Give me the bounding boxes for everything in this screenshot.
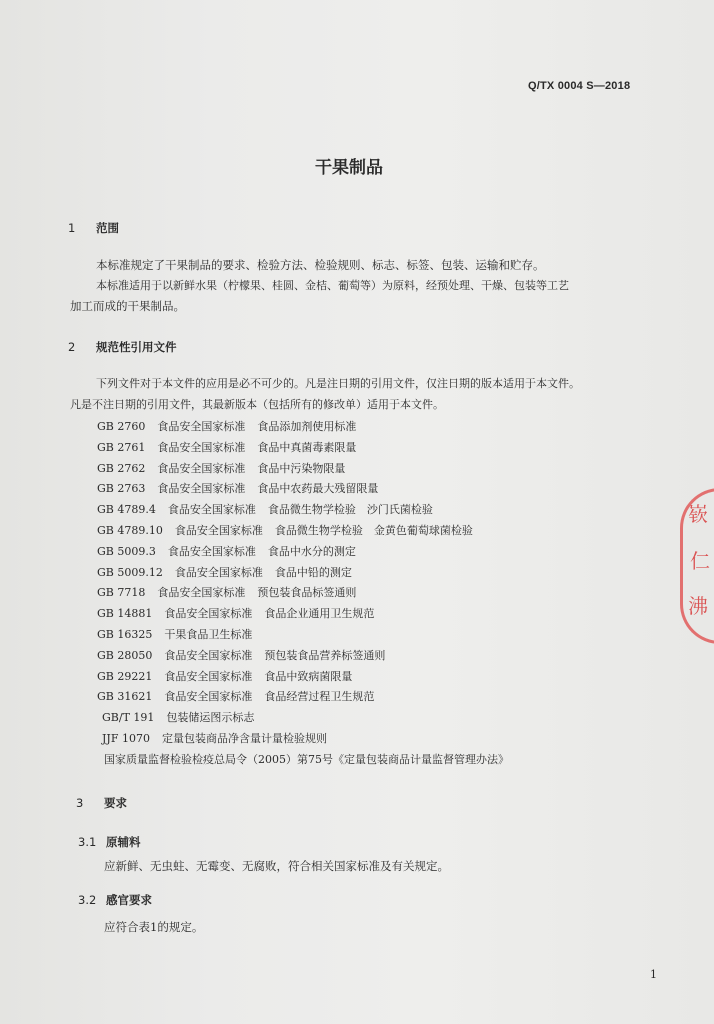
reference-title: 食品安全国家标准 — [157, 461, 246, 475]
reference-title: 食品安全国家标准 — [174, 565, 263, 579]
reference-subtitle: 食品中致病菌限量 — [264, 669, 353, 683]
section-number: 3 — [76, 796, 84, 810]
section-1-heading — [68, 220, 119, 236]
reference-subtitle: 食品中农药最大残留限量 — [257, 482, 379, 496]
reference-code: GB 2760 — [97, 420, 146, 433]
reference-title: 食品安全国家标准 — [157, 420, 246, 433]
standard-code: Q/TX 0004 S—2018 — [528, 80, 631, 92]
reference-code: GB 16325 — [97, 628, 153, 641]
reference-code: GB 2762 — [97, 461, 146, 475]
raw-materials-text: 应新鲜、无虫蛀、无霉变、无腐败，符合相关国家标准及有关规定。 — [104, 859, 449, 873]
refs-intro-line-1: 下列文件对于本文件的应用是必不可少的。凡是注日期的引用文件，仅注日期的版本适用于本文件。 — [96, 377, 580, 390]
reference-title: 食品安全国家标准 — [174, 524, 263, 537]
page-number: 1 — [650, 968, 657, 981]
reference-subtitle: 食品企业通用卫生规范 — [264, 607, 375, 621]
reference-code: GB 2763 — [97, 482, 146, 496]
reference-item — [97, 460, 345, 476]
reference-item — [97, 522, 473, 538]
reference-code: GB 2761 — [97, 440, 146, 454]
reference-subtitle: 预包装食品营养标签通则 — [264, 648, 386, 662]
section-title: 原辅料 — [106, 835, 141, 849]
reference-subtitle: 食品经营过程卫生规范 — [264, 690, 375, 704]
reference-subtitle: 食品中真菌毒素限量 — [257, 440, 357, 454]
reference-title: 食品安全国家标准 — [164, 607, 253, 621]
reference-code: JJF 1070 — [102, 732, 150, 745]
section-title: 感官要求 — [106, 893, 152, 907]
section-number: 2 — [68, 340, 76, 354]
refs-intro-line-2: 凡是不注日期的引用文件，其最新版本（包括所有的修改单）适用于本文件。 — [70, 398, 444, 411]
section-title: 要求 — [104, 796, 127, 810]
reference-item — [97, 564, 352, 580]
section-2-heading — [68, 339, 177, 355]
reference-item — [97, 647, 385, 663]
section-title: 范围 — [96, 221, 119, 235]
reference-code: GB 7718 — [97, 586, 146, 600]
reference-subtitle: 食品微生物学检验 沙门氏菌检验 — [267, 503, 433, 517]
reference-item — [97, 501, 433, 517]
reference-title: 食品安全国家标准 — [157, 482, 246, 496]
reference-title: 食品安全国家标准 — [167, 503, 256, 517]
stamp-char: 仁 — [690, 549, 710, 573]
reference-subtitle: 食品微生物学检验 金黄色葡萄球菌检验 — [274, 524, 473, 537]
reference-code: GB 14881 — [97, 607, 153, 621]
reference-code: GB 4789.10 — [97, 524, 163, 537]
reference-title: 食品安全国家标准 — [157, 586, 246, 600]
section-number: 3.2 — [78, 893, 97, 907]
reference-title: 食品安全国家标准 — [157, 440, 246, 454]
stamp-char: 嵚 — [688, 502, 708, 526]
reference-code: GB/T 191 — [102, 711, 155, 725]
decree-reference: 国家质量监督检验检疫总局令（2005）第75号《定量包装商品计量监督管理办法》 — [104, 753, 509, 766]
reference-item — [97, 626, 264, 642]
reference-title: 干果食品卫生标准 — [164, 628, 253, 641]
reference-subtitle: 食品中污染物限量 — [257, 461, 346, 475]
scope-paragraph-1: 本标准规定了干果制品的要求、检验方法、检验规则、标志、标签、包装、运输和贮存。 — [96, 258, 545, 272]
reference-subtitle: 食品添加剂使用标准 — [257, 420, 357, 433]
reference-item — [97, 418, 356, 434]
reference-code: GB 5009.12 — [97, 565, 163, 579]
reference-code: GB 31621 — [97, 690, 153, 704]
scope-paragraph-2-line-2: 加工而成的干果制品。 — [70, 299, 185, 313]
section-number: 1 — [68, 221, 76, 235]
reference-title: 包装储运图示标志 — [166, 711, 255, 725]
section-3-2-heading — [78, 892, 152, 908]
reference-item — [97, 543, 356, 559]
section-title: 规范性引用文件 — [96, 340, 177, 354]
section-3-heading — [76, 795, 127, 811]
reference-code: GB 29221 — [97, 669, 153, 683]
reference-title: 食品安全国家标准 — [164, 690, 253, 704]
reference-item — [97, 688, 374, 704]
reference-item — [97, 605, 374, 621]
section-number: 3.1 — [78, 835, 97, 849]
reference-title: 定量包装商品净含量计量检验规则 — [161, 732, 327, 745]
scope-paragraph-2-line-1: 本标准适用于以新鲜水果（柠檬果、桂圆、金桔、葡萄等）为原料，经预处理、干燥、包装等工艺 — [96, 279, 569, 292]
reference-code: GB 5009.3 — [97, 544, 156, 558]
reference-code: GB 4789.4 — [97, 503, 156, 517]
reference-item — [102, 709, 266, 725]
reference-subtitle: 食品中水分的测定 — [267, 544, 356, 558]
document-title: 干果制品 — [315, 158, 383, 178]
sensory-requirements-text: 应符合表1的规定。 — [104, 920, 204, 934]
reference-subtitle: 预包装食品标签通则 — [257, 586, 357, 600]
reference-title: 食品安全国家标准 — [164, 648, 253, 662]
stamp-char: 沸 — [688, 594, 708, 618]
reference-subtitle: 食品中铅的测定 — [274, 565, 352, 579]
reference-code: GB 28050 — [97, 648, 153, 662]
reference-title: 食品安全国家标准 — [164, 669, 253, 683]
reference-item — [102, 730, 339, 746]
reference-item — [97, 584, 356, 600]
reference-item — [97, 480, 378, 496]
reference-item — [97, 439, 356, 455]
section-3-1-heading — [78, 834, 141, 850]
reference-item — [97, 668, 352, 684]
reference-title: 食品安全国家标准 — [167, 544, 256, 558]
